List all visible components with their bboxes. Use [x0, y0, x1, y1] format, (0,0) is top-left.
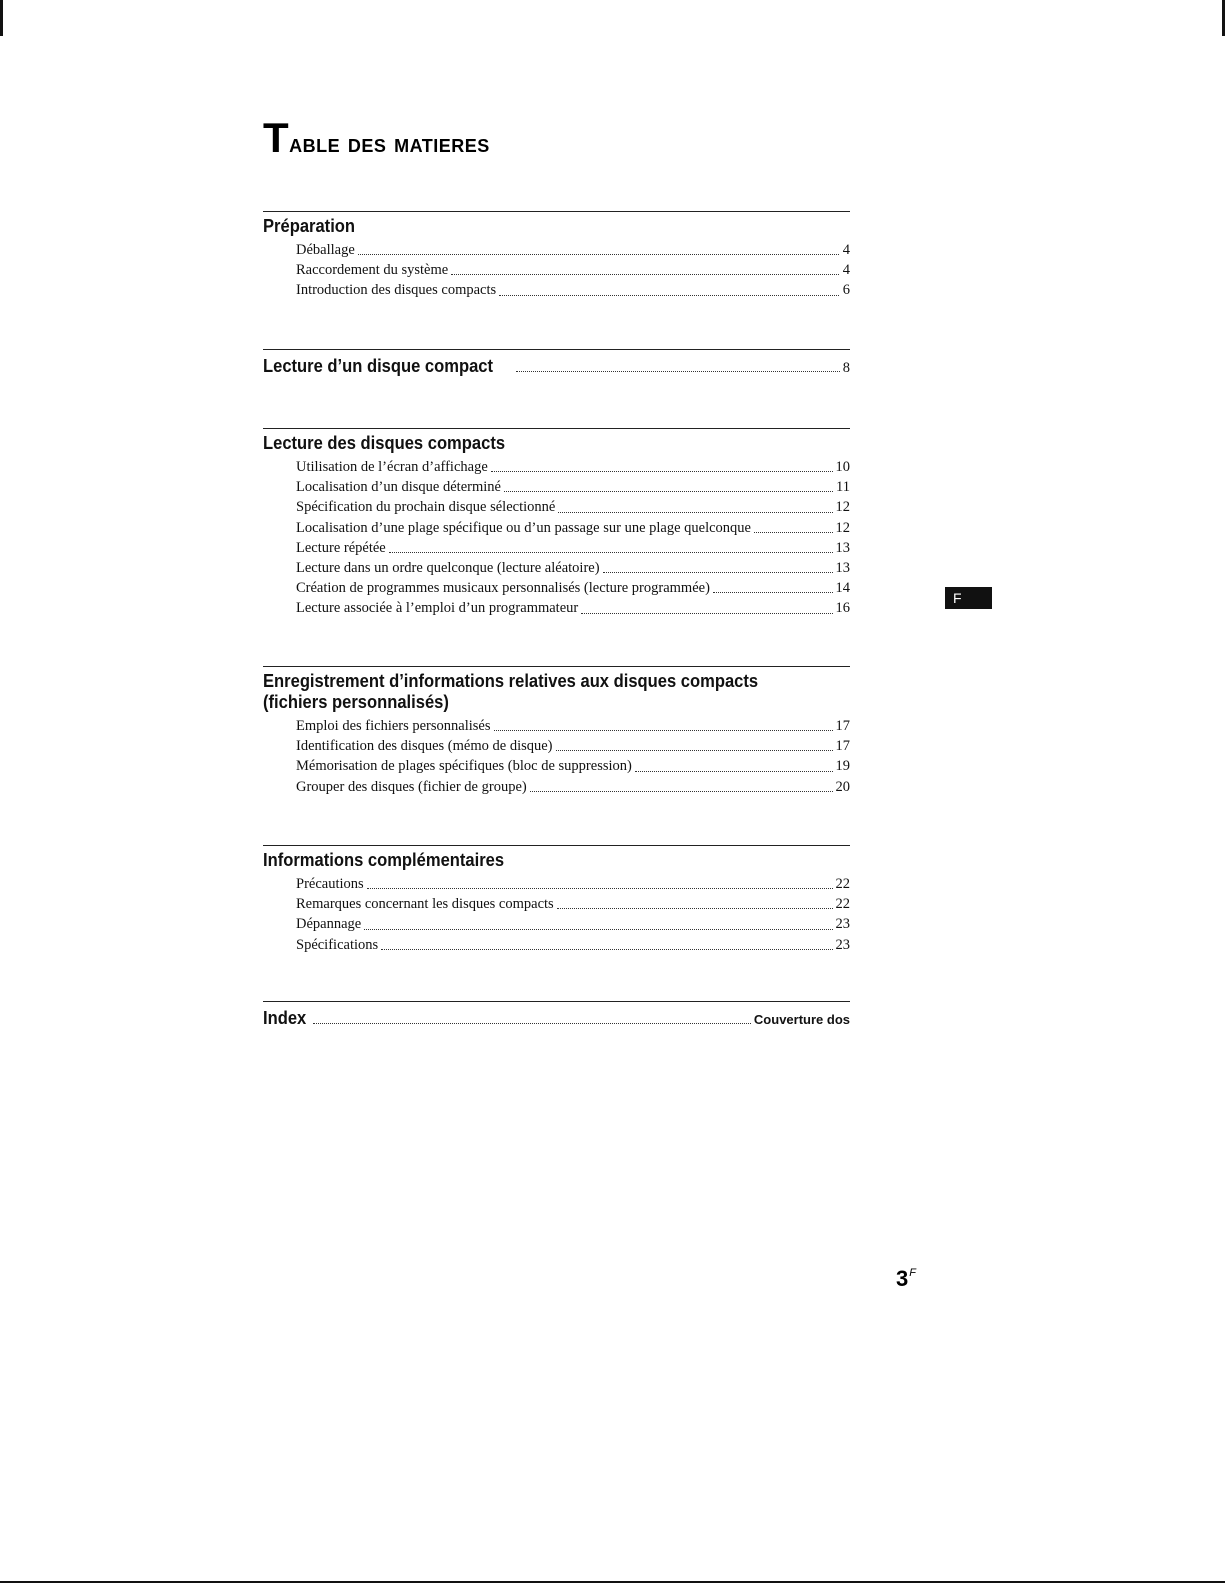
section-heading: Index — [263, 1008, 307, 1028]
toc-entry[interactable] — [296, 558, 850, 578]
toc-entry[interactable] — [296, 538, 850, 558]
entry-page: 23 — [835, 916, 850, 933]
dot-leader — [499, 282, 839, 296]
dot-leader — [556, 737, 833, 751]
entry-page: 12 — [835, 519, 850, 536]
entry-page: 20 — [835, 778, 850, 795]
section-rule — [263, 1001, 850, 1002]
toc-entry[interactable] — [296, 598, 850, 618]
toc-entry[interactable] — [296, 894, 850, 914]
entry-page: 10 — [835, 459, 850, 475]
entry-page: 16 — [835, 600, 850, 617]
toc-entry[interactable] — [296, 477, 850, 497]
page-number-suffix: F — [909, 1267, 916, 1279]
dot-leader — [635, 758, 833, 772]
dot-leader — [516, 358, 840, 372]
dot-leader — [754, 519, 833, 533]
section-heading: Lecture des disques compacts — [263, 433, 506, 453]
page-number — [896, 1266, 916, 1292]
entry-page: 13 — [835, 559, 850, 576]
section-rule — [263, 845, 850, 846]
entry-label: Lecture répétée — [296, 539, 386, 556]
entry-list — [263, 240, 850, 301]
section-heading-continued: (fichiers personnalisés) — [263, 692, 449, 712]
entry-label: Localisation d’un disque déterminé — [296, 479, 501, 496]
page-number-value: 3 — [896, 1266, 909, 1291]
section-informations — [263, 845, 850, 955]
entry-list — [263, 716, 850, 797]
entry-label: Création de programmes musicaux personnalisés (lecture programmée) — [296, 580, 710, 597]
language-tab: F — [945, 587, 992, 609]
entry-label: Identification des disques (mémo de disque) — [296, 738, 553, 755]
entry-page: 4 — [842, 262, 850, 279]
toc-entry[interactable] — [296, 914, 850, 934]
entry-page: Couverture dos — [753, 1012, 850, 1027]
entry-page: 23 — [835, 936, 850, 953]
section-heading: Informations complémentaires — [263, 850, 505, 870]
section-rule — [263, 211, 850, 212]
toc-entry[interactable] — [296, 777, 850, 797]
section-index — [263, 1001, 850, 1030]
entry-page: 19 — [835, 758, 850, 775]
toc-entry[interactable] — [296, 578, 850, 598]
entry-label: Grouper des disques (fichier de groupe) — [296, 778, 527, 795]
entry-list — [263, 457, 850, 619]
section-lecture-disques — [263, 428, 850, 619]
entry-label: Dépannage — [296, 916, 362, 933]
entry-page: 6 — [842, 282, 850, 299]
entry-label: Lecture dans un ordre quelconque (lecture aléatoire) — [296, 559, 600, 576]
entry-page: 12 — [835, 499, 850, 516]
entry-page: 22 — [835, 876, 850, 892]
dot-leader — [603, 559, 833, 573]
toc-entry[interactable] — [296, 874, 850, 894]
dot-leader — [494, 717, 833, 731]
dot-leader — [581, 600, 832, 614]
entry-label: Spécifications — [296, 936, 379, 953]
entry-page: 22 — [835, 896, 850, 913]
entry-page: 4 — [842, 242, 850, 258]
section-preparation — [263, 211, 850, 301]
toc-entry[interactable] — [296, 497, 850, 517]
toc-entry[interactable] — [296, 716, 850, 736]
entry-label: Utilisation de l’écran d’affichage — [296, 459, 488, 475]
toc-entry[interactable] — [296, 260, 850, 280]
entry-label: Déballage — [296, 242, 355, 258]
page-title: Table des matieres — [263, 114, 490, 161]
entry-page: 8 — [842, 360, 850, 376]
entry-label: Mémorisation de plages spécifiques (bloc de suppression) — [296, 758, 632, 775]
toc-entry[interactable] — [296, 756, 850, 776]
section-rule — [263, 428, 850, 429]
toc-entry[interactable] — [296, 240, 850, 260]
dot-leader — [367, 875, 833, 889]
section-heading: Lecture d’un disque compact — [263, 356, 494, 376]
toc-entry-heading[interactable] — [263, 354, 850, 378]
scan-edge-left — [0, 0, 3, 36]
entry-label: Emploi des fichiers personnalisés — [296, 718, 491, 734]
entry-label: Remarques concernant les disques compacts — [296, 896, 554, 913]
entry-page: 17 — [835, 718, 850, 734]
entry-label: Localisation d’une plage spécifique ou d’un passage sur une plage quelconque — [296, 519, 751, 536]
section-rule — [263, 666, 850, 667]
dot-leader — [491, 458, 833, 472]
entry-label: Raccordement du système — [296, 262, 449, 279]
toc-entry[interactable] — [296, 457, 850, 477]
entry-label: Lecture associée à l’emploi d’un programmateur — [296, 600, 579, 617]
dot-leader — [713, 579, 833, 593]
dot-leader — [557, 895, 833, 909]
dot-leader — [451, 261, 839, 275]
dot-leader — [558, 499, 832, 513]
dot-leader — [313, 1010, 751, 1024]
dot-leader — [358, 241, 839, 255]
section-heading: Préparation — [263, 216, 356, 236]
entry-label: Introduction des disques compacts — [296, 282, 497, 299]
section-heading: Enregistrement d’informations relatives aux disques compacts — [263, 671, 759, 691]
entry-label: Précautions — [296, 876, 364, 892]
dot-leader — [381, 936, 832, 950]
entry-page: 14 — [835, 580, 850, 597]
toc-entry[interactable] — [296, 935, 850, 955]
toc-entry-heading[interactable] — [263, 1006, 850, 1030]
entry-page: 11 — [836, 479, 850, 496]
toc-entry[interactable] — [296, 280, 850, 300]
toc-entry[interactable] — [296, 518, 850, 538]
dot-leader — [389, 539, 833, 553]
toc-entry[interactable] — [296, 736, 850, 756]
section-lecture-disque — [263, 349, 850, 378]
entry-list — [263, 874, 850, 955]
dot-leader — [530, 778, 833, 792]
entry-label: Spécification du prochain disque sélectionné — [296, 499, 556, 516]
section-enregistrement — [263, 666, 850, 797]
entry-page: 13 — [835, 539, 850, 556]
dot-leader — [504, 478, 833, 492]
entry-page: 17 — [835, 738, 850, 755]
dot-leader — [364, 916, 832, 930]
section-rule — [263, 349, 850, 350]
